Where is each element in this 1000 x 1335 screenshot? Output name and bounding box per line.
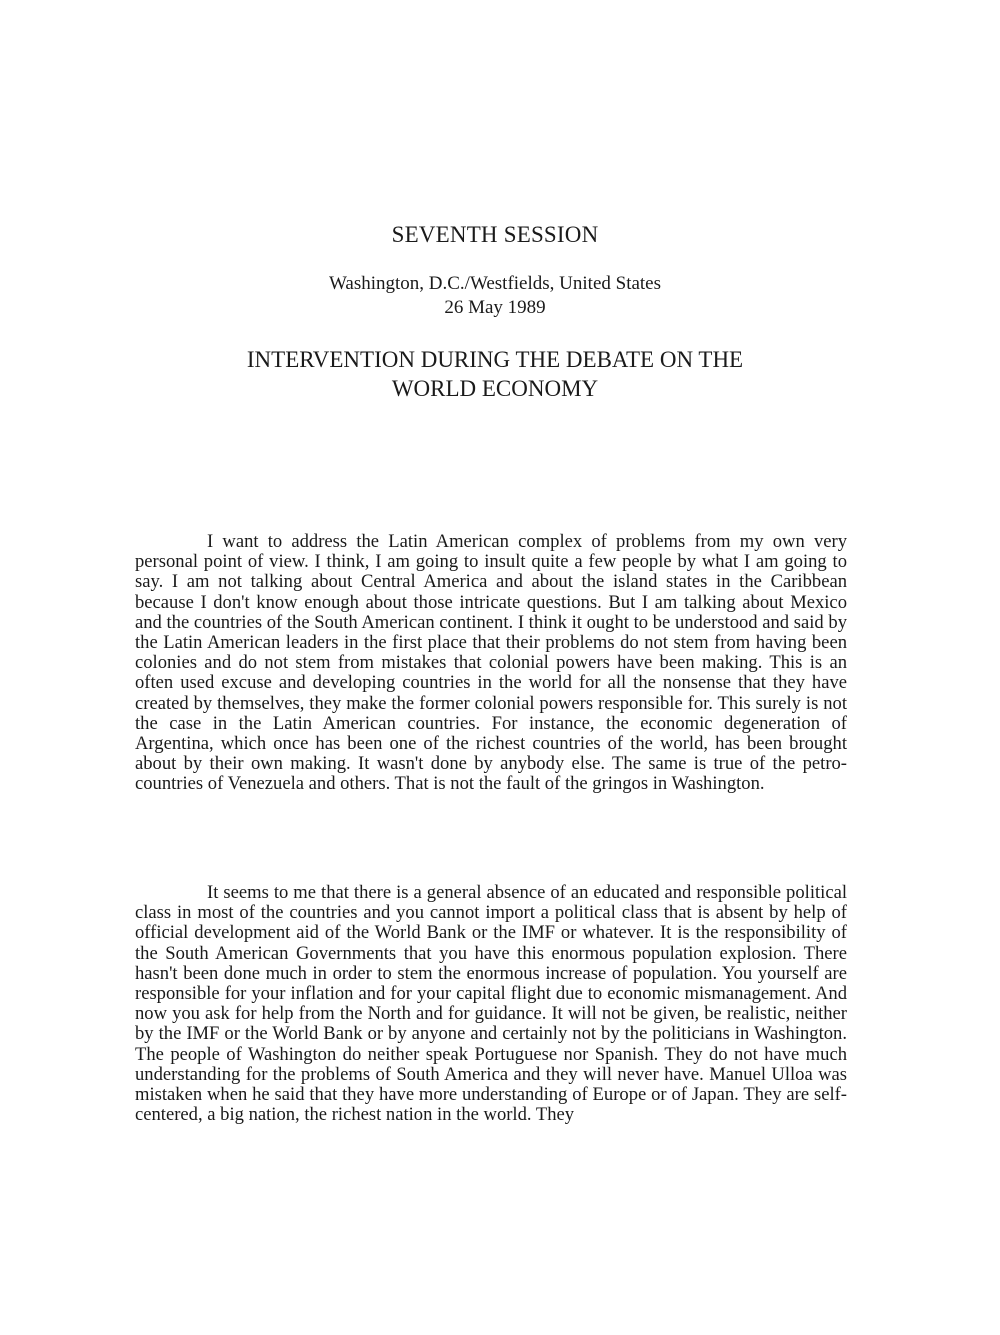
- paragraph-1: I want to address the Latin American complex of problems from my own very personal point of view. I think, I am going to insult quite a few people by what I am going to say. I am not talking about Central America and about the island states in the Caribbean because I don't know enough about those intricate questions. But I am talking about Mexico and the countries of the South American continent. I think it ought to be understood and said by the Latin American leaders in the first place that their problems do not stem from having been colonies and do not stem from mistakes that colonial powers have been making. This is an often used excuse and developing countries in the world for all the nonsense that they have created by themselves, they make the former colonial powers responsible for. This surely is not the case in the Latin American countries. For instance, the economic degeneration of Argentina, which once has been one of the richest countries of the world, has been brought about by their own making. It wasn't done by anybody else. The same is true of the petro-countries of Venezuela and others. That is not the fault of the gringos in Washington.: [135, 531, 847, 795]
- session-title: SEVENTH SESSION: [391, 222, 599, 247]
- document-heading: [0, 345, 990, 403]
- session-date: 26 May 1989: [444, 297, 546, 318]
- session-location: Washington, D.C./Westfields, United States: [328, 273, 662, 294]
- paragraph-2: It seems to me that there is a general absence of an educated and responsible political class in most of the countries and you cannot import a political class that is absent by help of official development aid of the World Bank or the IMF or whatever. It is the responsibility of the South American Governments that you have this enormous population explosion. There hasn't been done much in order to stem the enormous increase of population. You yourself are responsible for your inflation and for your capital flight due to economic mismanagement. And now you ask for help from the North and for guidance. It will not be given, be realistic, neither by the IMF or the World Bank or by anyone and certainly not by the politicians in Washington. The people of Washington do neither speak Portuguese nor Spanish. They do not have much understanding for the problems of South America and they will never have. Manuel Ulloa was mistaken when he said that they have more understanding of Europe or of Japan. They are self-centered, a big nation, the richest nation in the world. They: [135, 882, 847, 1126]
- heading-line-2: WORLD ECONOMY: [391, 376, 599, 401]
- heading-line-1: INTERVENTION DURING THE DEBATE ON THE: [246, 347, 744, 372]
